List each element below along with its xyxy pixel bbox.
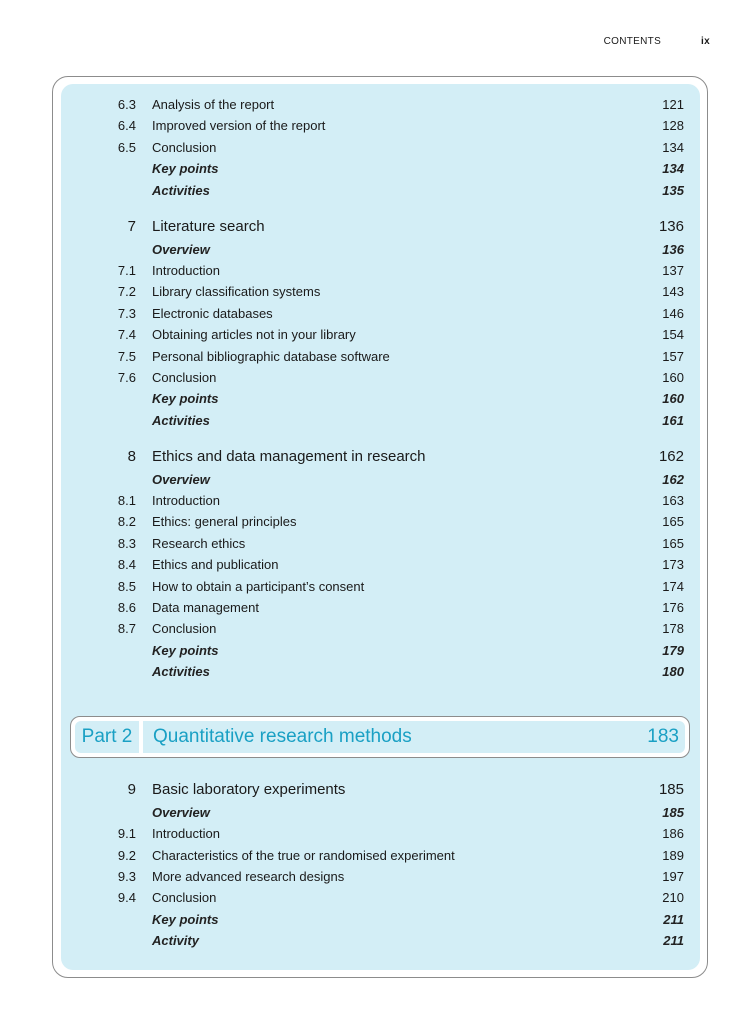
entry-page: 165 [662,536,684,551]
part-page: 183 [647,726,679,747]
entry-number: 6.4 [117,118,136,133]
entry-title: Introduction [152,263,220,278]
entry-title: Basic laboratory experiments [152,781,346,798]
toc-entry[interactable] [61,217,700,237]
entry-page: 143 [662,284,684,299]
toc-entry[interactable] [61,389,700,409]
toc-entry[interactable] [61,662,700,682]
toc-entry[interactable] [61,846,700,866]
entry-number: 6.5 [117,140,136,155]
entry-page: 210 [662,890,684,905]
entry-number: 8.6 [117,600,136,615]
toc-entry[interactable] [61,491,700,511]
toc-entry[interactable] [61,138,700,158]
toc-entry[interactable] [61,641,700,661]
toc-entry[interactable] [61,325,700,345]
toc-entry[interactable] [61,282,700,302]
entry-number: 7.4 [117,327,136,342]
entry-page: 160 [662,391,684,406]
entry-title: Ethics and data management in research [152,448,426,465]
toc-entry[interactable] [61,470,700,490]
toc-entry[interactable] [61,181,700,201]
entry-title: Introduction [152,826,220,841]
entry-title: Key points [152,391,219,406]
entry-page: 186 [662,826,684,841]
entry-number: 7.5 [117,349,136,364]
entry-number: 9.1 [117,826,136,841]
entry-number: 7.2 [117,284,136,299]
entry-title: Conclusion [152,370,217,385]
toc-entry[interactable] [61,240,700,260]
toc-entry[interactable] [61,555,700,575]
entry-title: Analysis of the report [152,97,275,112]
entry-number: 9.2 [117,848,136,863]
toc-entry[interactable] [61,447,700,467]
entry-page: 162 [658,448,684,465]
page-number: ix [701,36,710,47]
running-head [604,36,710,47]
entry-page: 173 [662,557,684,572]
entry-page: 176 [662,600,684,615]
entry-title: How to obtain a participant’s consent [152,579,365,594]
entry-page: 211 [663,912,684,927]
toc-entry[interactable] [61,867,700,887]
entry-title: Ethics and publication [152,557,279,572]
entry-number: 8.3 [117,536,136,551]
entry-title: Research ethics [152,536,246,551]
entry-page: 137 [662,263,684,278]
entry-number: 8.1 [117,493,136,508]
entry-title: Conclusion [152,890,217,905]
entry-number: 8.2 [117,514,136,529]
entry-number: 8 [127,448,136,465]
entry-page: 136 [658,218,684,235]
entry-title: Overview [152,805,210,820]
entry-page: 174 [662,579,684,594]
entry-title: Data management [152,600,259,615]
entry-page: 211 [663,933,684,948]
entry-page: 178 [662,621,684,636]
entry-title: Library classification systems [152,284,321,299]
entry-page: 163 [662,493,684,508]
toc-entry[interactable] [61,910,700,930]
toc-entry[interactable] [61,577,700,597]
entry-page: 121 [662,97,684,112]
toc-entry[interactable] [61,261,700,281]
entry-page: 134 [662,140,684,155]
entry-page: 160 [662,370,684,385]
entry-number: 8.5 [117,579,136,594]
entry-title: Introduction [152,493,220,508]
entry-title: Overview [152,472,210,487]
toc-entry[interactable] [61,931,700,951]
entry-title: Improved version of the report [152,118,326,133]
entry-page: 180 [662,664,684,679]
toc-entry[interactable] [61,888,700,908]
entry-page: 128 [662,118,684,133]
entry-title: Literature search [152,218,265,235]
entry-title: Activities [152,413,210,428]
entry-title: Electronic databases [152,306,273,321]
toc-entry[interactable] [61,598,700,618]
entry-page: 197 [662,869,684,884]
part-title-bar [143,721,685,753]
entry-title: Conclusion [152,621,217,636]
entry-number: 9.3 [117,869,136,884]
entry-page: 157 [662,349,684,364]
entry-title: Personal bibliographic database software [152,349,390,364]
toc-entry[interactable] [61,347,700,367]
part-title: Quantitative research methods [153,726,412,747]
entry-title: Overview [152,242,210,257]
entry-title: Key points [152,912,219,927]
toc-entry[interactable] [61,824,700,844]
contents-panel [61,84,700,970]
entry-title: Key points [152,161,219,176]
entry-number: 7.3 [117,306,136,321]
entry-title: Activities [152,664,210,679]
entry-number: 6.3 [117,97,136,112]
entry-page: 135 [662,183,684,198]
entry-page: 134 [662,161,684,176]
toc-entry[interactable] [61,368,700,388]
toc-entry[interactable] [61,304,700,324]
entry-number: 7.6 [117,370,136,385]
entry-number: 7.1 [117,263,136,278]
toc-entry[interactable] [61,512,700,532]
entry-number: 7 [127,218,136,235]
entry-page: 185 [662,805,684,820]
entry-title: Characteristics of the true or randomised experiment [152,848,455,863]
entry-page: 162 [662,472,684,487]
entry-page: 185 [658,781,684,798]
toc-entry[interactable] [61,619,700,639]
entry-title: Conclusion [152,140,217,155]
entry-title: Ethics: general principles [152,514,297,529]
entry-page: 189 [662,848,684,863]
toc-entry[interactable] [61,803,700,823]
entry-page: 179 [662,643,684,658]
entry-page: 161 [662,413,684,428]
toc-entry[interactable] [61,95,700,115]
entry-title: Obtaining articles not in your library [152,327,356,342]
toc-entry[interactable] [61,534,700,554]
running-title: CONTENTS [603,36,662,47]
entry-page: 154 [662,327,684,342]
entry-page: 165 [662,514,684,529]
part-label: Part 2 [75,721,139,753]
entry-title: Activity [152,933,199,948]
entry-number: 9.4 [117,890,136,905]
toc-entry[interactable] [61,780,700,800]
entry-number: 8.7 [117,621,136,636]
entry-page: 136 [662,242,684,257]
entry-title: More advanced research designs [152,869,345,884]
entry-number: 9 [127,781,136,798]
toc-entry[interactable] [61,159,700,179]
entry-title: Activities [152,183,210,198]
toc-entry[interactable] [61,116,700,136]
entry-number: 8.4 [117,557,136,572]
entry-page: 146 [662,306,684,321]
part-heading[interactable] [70,716,690,758]
toc-entry[interactable] [61,411,700,431]
entry-title: Key points [152,643,219,658]
